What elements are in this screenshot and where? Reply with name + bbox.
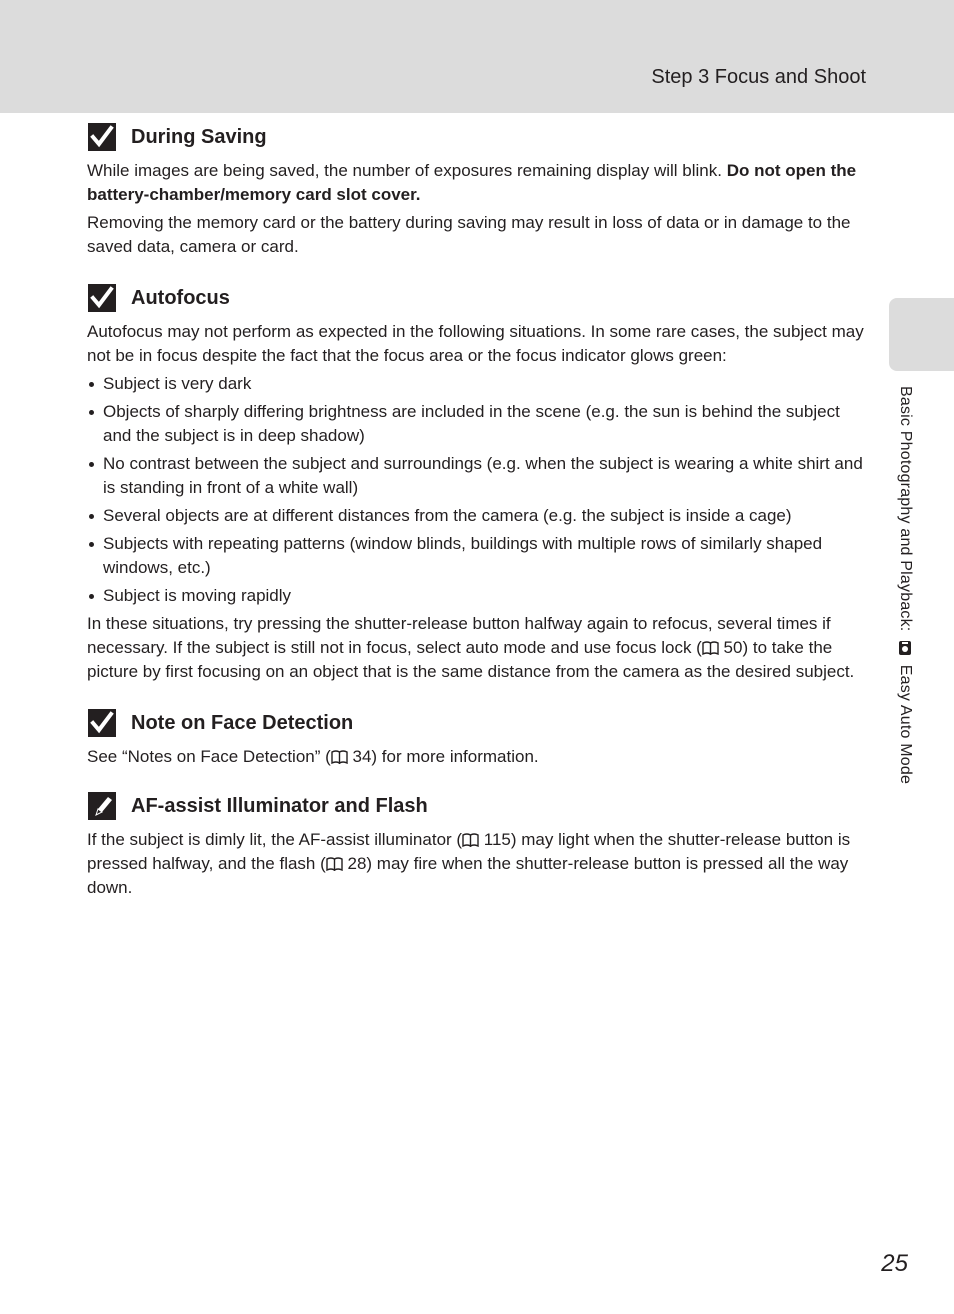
section-title: AF-assist Illuminator and Flash [131, 794, 428, 817]
section-title: Note on Face Detection [131, 711, 354, 734]
section-during-saving [87, 118, 865, 259]
section-header [87, 787, 865, 825]
book-reference-icon [326, 857, 343, 871]
paragraph-text: While images are being saved, the number of exposures remaining display will blink. [87, 161, 727, 180]
paragraph-text: ) to take the picture by first focusing on an object that is the same distance from the camera as the desired subject. [87, 638, 855, 681]
list-item-text: Subject is very dark [103, 374, 252, 393]
book-reference-icon [331, 750, 348, 764]
page-number: 25 [881, 1250, 908, 1277]
paragraph-text: ) may fire when the shutter-release button is pressed all the way down. [87, 854, 849, 897]
page-reference: 28 [342, 854, 367, 873]
list-item-text: Objects of sharply differing brightness are included in the scene (e.g. the sun is behind the subject and the subject is in deep shadow) [103, 402, 840, 445]
section-header [87, 279, 865, 317]
list-item [87, 584, 865, 608]
check-icon [87, 708, 117, 738]
paragraph-text: ) may light when the shutter-release button is pressed halfway, and the flash ( [87, 830, 851, 873]
header-band [0, 0, 954, 113]
book-reference-icon [462, 833, 479, 847]
section-title: During Saving [131, 125, 267, 148]
list-item [87, 504, 865, 528]
section-face-detection [87, 704, 865, 769]
paragraph [87, 745, 865, 769]
side-tab-label-start: Basic Photography and Playback: [897, 386, 914, 637]
paragraph: Autofocus may not perform as expected in the following situations. In some rare cases, the subject may not be in focus despite the fact that the focus area or the focus indicator glows green: [87, 322, 864, 365]
section-af-assist [87, 787, 865, 900]
paragraph-text: If the subject is dimly lit, the AF-assist illuminator ( [87, 830, 463, 849]
list-item-text: Several objects are at different distances from the camera (e.g. the subject is inside a cage) [103, 506, 792, 525]
main-content [87, 118, 865, 900]
check-icon [87, 283, 117, 313]
list-item [87, 452, 865, 500]
book-reference-icon [702, 641, 719, 655]
easy-auto-camera-icon [898, 640, 912, 656]
side-tab [889, 298, 954, 371]
list-item [87, 400, 865, 448]
paragraph [87, 159, 865, 207]
page-reference: 50 [718, 638, 743, 657]
paragraph-text: ) for more information. [371, 747, 539, 766]
list-item-text: Subject is moving rapidly [103, 586, 292, 605]
paragraph [87, 612, 865, 684]
paragraph: Removing the memory card or the battery during saving may result in loss of data or in damage to the saved data, camera or card. [87, 213, 851, 256]
section-title: Autofocus [131, 286, 230, 309]
page-reference: 115 [479, 830, 511, 849]
check-icon [87, 122, 117, 152]
list-item-text: No contrast between the subject and surroundings (e.g. when the subject is wearing a white shirt and is standing in front of a white wall) [103, 454, 863, 497]
section-header [87, 704, 865, 742]
list-item-text: Subjects with repeating patterns (window blinds, buildings with multiple rows of similarly shaped windows, etc.) [103, 534, 823, 577]
bullet-list [87, 372, 865, 608]
pencil-note-icon [87, 791, 117, 821]
page-reference: 34 [347, 747, 372, 766]
warning-text: Do not open the battery-chamber/memory card slot cover. [87, 161, 857, 204]
page-header-title: Step 3 Focus and Shoot [651, 66, 866, 88]
paragraph-text: See “Notes on Face Detection” ( [87, 747, 331, 766]
list-item [87, 532, 865, 580]
paragraph-text: In these situations, try pressing the shutter-release button halfway again to refocus, several times if necessary. If the subject is still not in focus, select auto mode and use focus lock ( [87, 614, 831, 657]
section-autofocus [87, 279, 865, 684]
side-tab-label [896, 386, 914, 784]
section-header [87, 118, 865, 156]
paragraph [87, 828, 865, 900]
list-item [87, 372, 865, 396]
side-tab-label-end: Easy Auto Mode [897, 660, 914, 785]
